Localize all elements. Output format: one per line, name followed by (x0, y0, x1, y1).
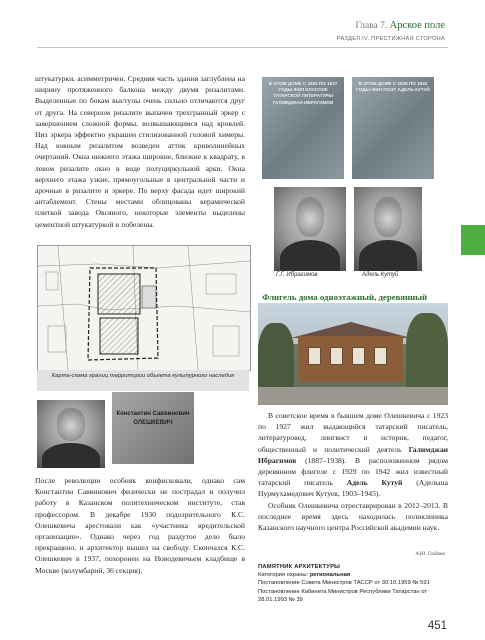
monument-decree-1: Постановление Совета Министров ТАССР от 30.10.1959 № 591 (258, 580, 430, 587)
figure-title-outbuilding: Флигель дома одноэтажный, деревянный (262, 292, 428, 302)
body-text-left-bottom: После революции особняк конфисковали, однако сам Константин Саввинович физически не пострадал и получил работу в Казанском политехническом институте, став профессором. В декабре 1930 подозрительного К.С. Олешкевича арестовали как «участника вредительской организации». Однако через год раздутое дело было прекращено, и архитектор вышел на свободу. Скончался К.С. Олешкевич в 1937, похоронен на Новодевичьем кладбище в Москве (колумбарий, 36 секция). (35, 476, 245, 575)
monument-info (258, 563, 453, 604)
section-title: РАЗДЕЛ IV. ПРЕСТИЖНАЯ СТОРОНА (336, 36, 445, 42)
paragraph-residents: В советское время в бывшем доме Олешкевича с 1923 по 1927 жил выдающийся татарский писатель, литературовед, лингвист и историк, педагог, общественный и политический деятель Галимджан Ибрагимов (1887–1938). В расположенном рядом деревянном флигеле с 1929 по 1942 жил известный татарский писатель Адель Кутуй (Адельша Нурмухамедович Кутуев, 1903–1945). (258, 411, 448, 499)
territory-map-scheme (37, 245, 251, 371)
portrait-ibragimov (274, 187, 346, 271)
header-divider (37, 47, 448, 48)
map-drawing (38, 246, 250, 370)
author-signature: А.Ю. Галдина (415, 552, 445, 557)
portrait-kutuy (354, 187, 422, 271)
caption-kutuy: Адель Кутуй (362, 272, 399, 278)
chapter-title: Арское поле (389, 20, 445, 31)
caption-ibragimov: Г.Г. Ибрагимов (276, 272, 318, 278)
plaque-name-text: Константин Саввинович ОЛЕШКЕВИЧ (116, 411, 190, 426)
map-caption: Карта-схема границ территории объекта культурного наследия (37, 370, 249, 391)
name-kutuy: Адель Кутуй (346, 478, 403, 488)
monument-category: Категория охраны: региональная (258, 572, 351, 579)
plaque-text-ibragimov: В ЭТОМ ДОМЕ С 1920 ПО 1927 ГОДЫ ЖИЛ КЛАССИК ТАТАРСКОЙ ЛИТЕРАТУРЫ ГАЛИМДЖАН ИБРАГИМОВ (268, 81, 338, 105)
body-text-left-top: штукатурки, асимметричен. Средняя часть здания заглублена на ширину протяженного балкона между двумя ризалитами. Выделенные по бокам выступы очень сильно отличаются друг от друга. На северном ризалите выпачен трехгранный эркер с завершением сложной формы, возвышающимся над кровлей. Низ эркера эффектно украшен стилизованной головой химеры. Над южным ризалитом возведен аттик криволинейных очертаний. Окна нижнего этажа широкие, близкие к квадрату, в левом ризалите окно в виде полуциркульной арки. Окна верхнего этажа узкие, прямоугольные в центральной части и арочные в ризалите и эркере. По верху фасада идет широкий антаблемент. Стены местами облицованы керамической плиткой завода Овсяного, некоторые элементы выделены цементной штукатуркой и побелены. (35, 74, 245, 229)
plaque-text-kutuy: В ЭТОМ ДОМЕ С 1929 ПО 1942 ГОДЫ ЖИЛ ПОЭТ АДЕЛЬ КУТУЙ (356, 81, 430, 93)
monument-decree-2: Постановление Кабинета Министров Республики Татарстан от 28.01.1993 № 39 (258, 588, 427, 603)
portrait-oleshkevich (37, 400, 105, 468)
name-ibragimov: Галимджан Ибрагимов (258, 444, 448, 465)
body-text-right (258, 410, 448, 533)
chapter-tab-marker (461, 225, 485, 255)
paragraph-restoration: Особняк Олешкевича отреставрирован в 2012–2013. В последнее время здесь находилась поликлиника Казанского научного центра Российской академии наук. (258, 500, 448, 533)
memorial-plaque-kutuy (352, 77, 434, 179)
memorial-plaque-ibragimov (262, 77, 344, 179)
page-number: 451 (427, 620, 447, 632)
monument-heading: ПАМЯТНИК АРХИТЕКТУРЫ (258, 564, 341, 570)
chapter-heading (355, 20, 445, 31)
name-plaque-oleshkevich (112, 392, 194, 464)
photo-wooden-outbuilding (258, 303, 448, 405)
chapter-prefix: Глава 7. (355, 21, 388, 31)
